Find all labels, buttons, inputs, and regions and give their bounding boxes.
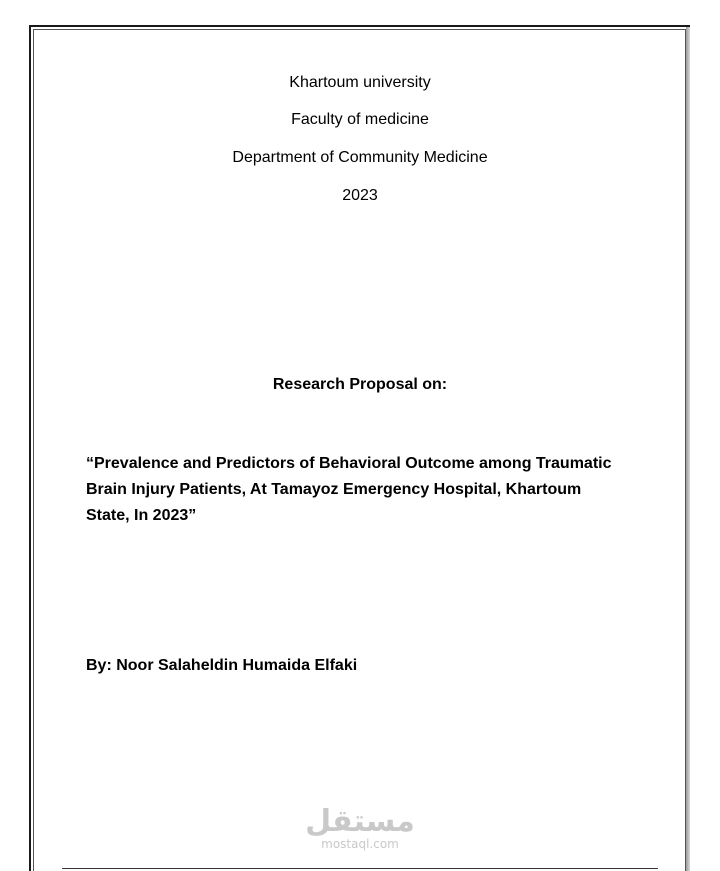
footer-divider xyxy=(62,868,658,869)
author-line: By: Noor Salaheldin Humaida Elfaki xyxy=(86,657,358,674)
proposal-heading: Research Proposal on: xyxy=(272,376,448,393)
watermark-domain-text: mostaql.com xyxy=(321,837,399,851)
watermark-logo xyxy=(305,806,415,851)
proposal-title-line: State, In 2023” xyxy=(86,507,197,524)
proposal-title-line: “Prevalence and Predictors of Behavioral Outcome among Traumatic xyxy=(86,455,612,472)
department-name: Department of Community Medicine xyxy=(232,149,488,166)
faculty-name: Faculty of medicine xyxy=(291,111,429,128)
proposal-title xyxy=(86,451,646,529)
university-name: Khartoum university xyxy=(289,74,431,91)
proposal-title-line: Brain Injury Patients, At Tamayoz Emergency Hospital, Khartoum xyxy=(86,481,582,498)
document-year: 2023 xyxy=(342,187,378,204)
watermark-arabic-text: مستقل xyxy=(305,804,415,839)
